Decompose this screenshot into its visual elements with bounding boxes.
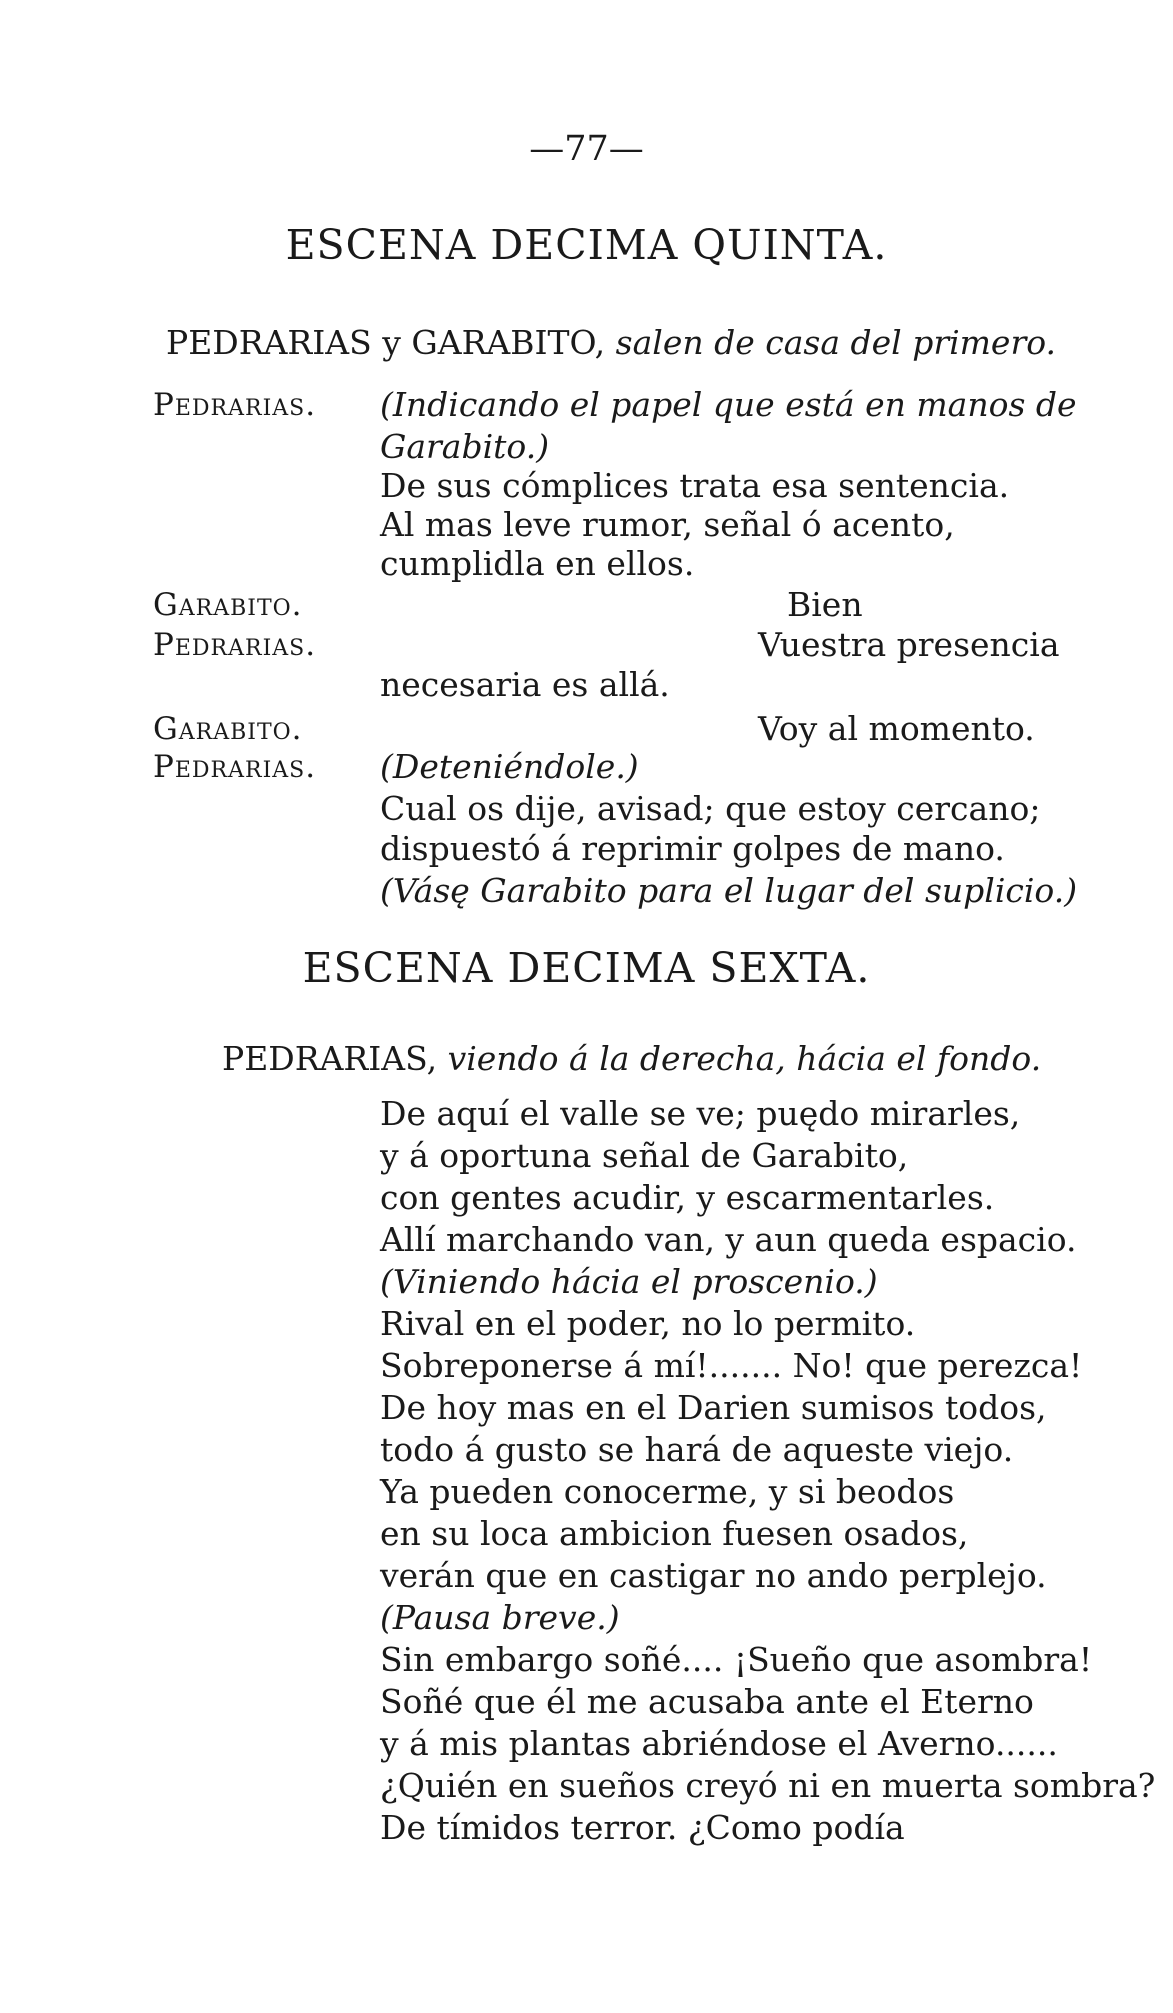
scene-16-cast bbox=[222, 1039, 1042, 1078]
scene-15-title: ESCENA DECIMA QUINTA. bbox=[285, 221, 888, 269]
stage-direction: (Pausa breve.) bbox=[380, 1598, 620, 1637]
verse-line: dispuestó á reprimir golpes de mano. bbox=[380, 829, 1005, 868]
verse-line: Ya pueden conocerme, y si beodos bbox=[380, 1472, 955, 1511]
speaker-label: Pedrarias. bbox=[153, 387, 317, 423]
verse-line: cumplidla en ellos. bbox=[380, 544, 695, 583]
verse-line: verán que en castigar no ando perplejo. bbox=[380, 1556, 1047, 1595]
verse-line: Cual os dije, avisad; que estoy cercano; bbox=[380, 789, 1041, 828]
verse-line: De sus cómplices trata esa sentencia. bbox=[380, 466, 1010, 505]
verse-line: De tímidos terror. ¿Como podía bbox=[380, 1808, 905, 1847]
verse-line: De aquí el valle se ve; puędo mirarles, bbox=[380, 1094, 1021, 1133]
verse-line: todo á gusto se hará de aqueste viejo. bbox=[380, 1430, 1014, 1469]
scene-15-cast-names: PEDRARIAS y GARABITO, bbox=[166, 323, 606, 362]
verse-line: y á oportuna señal de Garabito, bbox=[380, 1136, 909, 1175]
stage-direction: (Viniendo hácia el proscenio.) bbox=[380, 1262, 878, 1301]
verse-line: Rival en el poder, no lo permito. bbox=[380, 1304, 916, 1343]
scene-15-cast-direction: salen de casa del primero. bbox=[615, 323, 1057, 362]
verse-line: con gentes acudir, y escarmentarles. bbox=[380, 1178, 995, 1217]
scene-15-cast bbox=[166, 323, 1057, 362]
verse-line: Vuestra presencia bbox=[758, 625, 1060, 664]
verse-line: Sin embargo soñé.... ¡Sueño que asombra! bbox=[380, 1640, 1093, 1679]
speaker-label: Garabito. bbox=[153, 587, 303, 623]
scene-16-cast-direction: viendo á la derecha, hácia el fondo. bbox=[447, 1039, 1042, 1078]
verse-line: Voy al momento. bbox=[758, 709, 1035, 748]
verse-line: en su loca ambicion fuesen osados, bbox=[380, 1514, 969, 1553]
stage-direction: (Vásę Garabito para el lugar del suplicio.) bbox=[380, 871, 1078, 910]
speaker-label: Pedrarias. bbox=[153, 627, 317, 663]
page-number: —77— bbox=[529, 129, 644, 169]
stage-direction: Garabito.) bbox=[380, 427, 550, 466]
scene-16-title: ESCENA DECIMA SEXTA. bbox=[302, 944, 871, 992]
verse-line: Allí marchando van, y aun queda espacio. bbox=[380, 1220, 1077, 1259]
verse-line: Sobreponerse á mí!....... No! que perezca! bbox=[380, 1346, 1083, 1385]
verse-line: necesaria es allá. bbox=[380, 665, 670, 704]
verse-line: De hoy mas en el Darien sumisos todos, bbox=[380, 1388, 1047, 1427]
verse-line: ¿Quién en sueños creyó ni en muerta sombra? bbox=[380, 1766, 1156, 1805]
verse-line: Al mas leve rumor, señal ó acento, bbox=[380, 505, 955, 544]
verse-line: Bien bbox=[787, 585, 863, 624]
stage-direction: (Deteniéndole.) bbox=[380, 747, 639, 786]
stage-direction: (Indicando el papel que está en manos de bbox=[380, 385, 1077, 424]
speaker-label: Pedrarias. bbox=[153, 749, 317, 785]
speaker-label: Garabito. bbox=[153, 711, 303, 747]
verse-line: Soñé que él me acusaba ante el Eterno bbox=[380, 1682, 1034, 1721]
scene-16-cast-names: PEDRARIAS, bbox=[222, 1039, 438, 1078]
verse-line: y á mis plantas abriéndose el Averno...... bbox=[380, 1724, 1058, 1763]
